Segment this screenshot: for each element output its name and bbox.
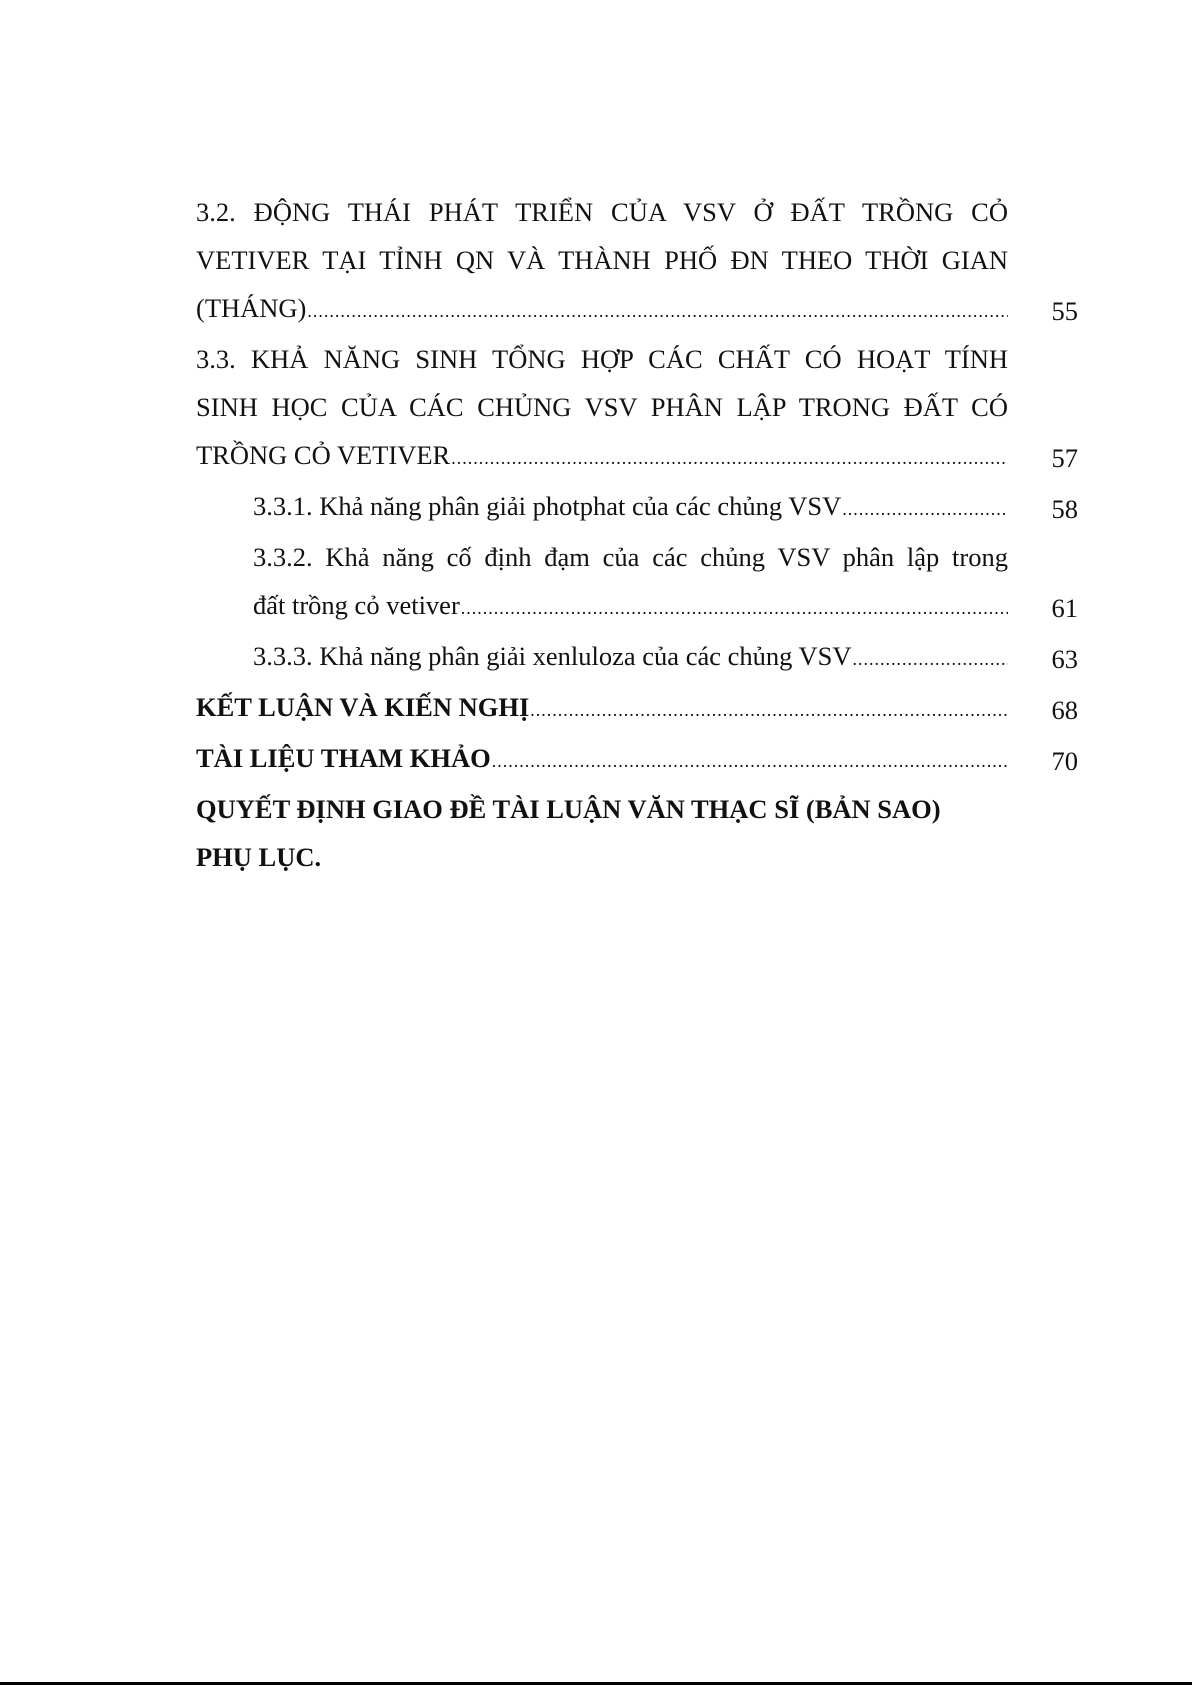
toc-entry-text: 3.3.1. Khả năng phân giải photphat của các chủng VSV (253, 491, 842, 521)
toc-page-number: 70 (1051, 746, 1078, 776)
toc-page-number: 57 (1051, 443, 1078, 473)
toc-entry-text: đất trồng cỏ vetiver (253, 590, 460, 620)
toc-entry-text: 3.3.2. Khả năng cố định đạm của các chủng VSV phân lập trong (253, 542, 1008, 572)
dot-leader (461, 584, 1008, 632)
dot-leader (492, 737, 1008, 785)
toc-page-number: 58 (1051, 494, 1078, 524)
toc-entry-text: 3.3. KHẢ NĂNG SINH TỔNG HỢP CÁC CHẤT CÓ HOẠT TÍNH (196, 344, 1008, 374)
toc-entry-last-line (196, 284, 1008, 335)
toc-page-number: 61 (1051, 593, 1078, 623)
toc-entry-last-line (253, 482, 1008, 533)
toc-entry-3-2 (196, 188, 1078, 335)
toc-entry-last-line (253, 581, 1008, 632)
toc-page-number: 68 (1051, 695, 1078, 725)
table-of-contents (196, 188, 1078, 881)
toc-entry-text: (THÁNG) (196, 293, 307, 323)
toc-entry-text: 3.3.3. Khả năng phân giải xenluloza của các chủng VSV (253, 641, 852, 671)
toc-page-number: 55 (1051, 296, 1078, 326)
toc-entry-text: SINH HỌC CỦA CÁC CHỦNG VSV PHÂN LẬP TRONG ĐẤT CÓ (196, 392, 1008, 422)
toc-entry-last-line (196, 683, 1008, 734)
toc-entry-text: TRỒNG CỎ VETIVER (196, 440, 451, 470)
toc-entry-text: 3.2. ĐỘNG THÁI PHÁT TRIỂN CỦA VSV Ở ĐẤT TRỒNG CỎ (196, 197, 1008, 227)
toc-entry-text: KẾT LUẬN VÀ KIẾN NGHỊ (196, 692, 530, 722)
toc-entry-appendix: PHỤ LỤC. (196, 842, 322, 872)
dot-leader (451, 434, 1008, 482)
toc-entry-last-line (196, 734, 1008, 785)
dot-leader (842, 485, 1008, 533)
toc-page-number: 63 (1051, 644, 1078, 674)
dot-leader (530, 686, 1008, 734)
toc-entry-3-3 (196, 335, 1078, 482)
toc-entry-3-3-1 (253, 482, 1078, 533)
toc-entry-3-3-2 (253, 533, 1078, 632)
toc-entry-last-line (253, 632, 1008, 683)
toc-entry-3-3-3 (253, 632, 1078, 683)
toc-entry-text: VETIVER TẠI TỈNH QN VÀ THÀNH PHỐ ĐN THEO THỜI GIAN (196, 245, 1008, 275)
toc-entry-conclusion (196, 683, 1078, 734)
toc-entry-text: TÀI LIỆU THAM KHẢO (196, 743, 491, 773)
toc-entry-decision: QUYẾT ĐỊNH GIAO ĐỀ TÀI LUẬN VĂN THẠC SĨ (BẢN SAO) (196, 794, 941, 824)
toc-entry-last-line (196, 431, 1008, 482)
dot-leader (853, 635, 1008, 683)
toc-entry-references (196, 734, 1078, 785)
dot-leader (307, 287, 1008, 335)
